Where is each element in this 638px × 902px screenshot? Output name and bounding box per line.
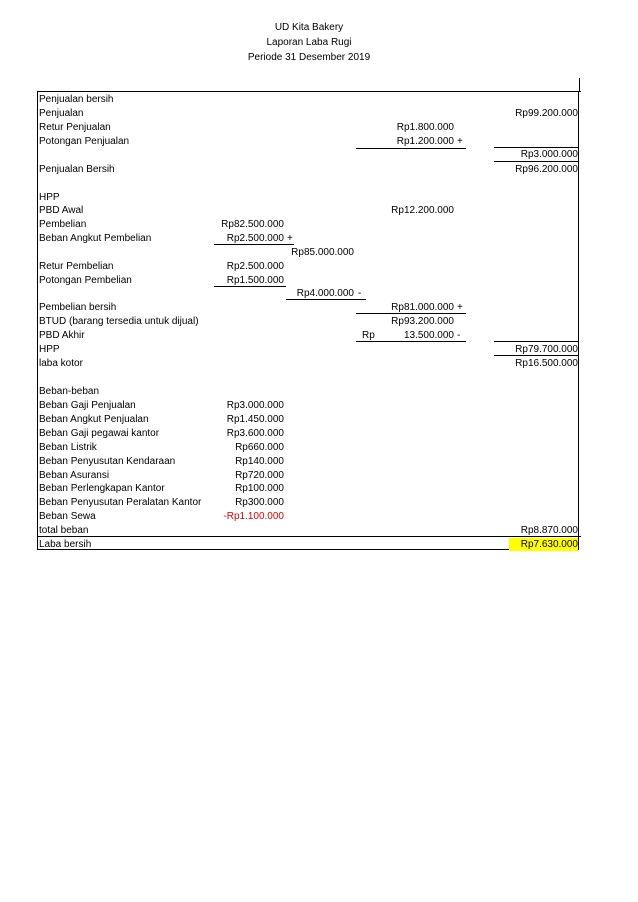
label-laba-bersih: Laba bersih <box>39 539 92 550</box>
value-subtotal-pembelian: Rp85.000.000 <box>291 247 354 258</box>
plus-sign: + <box>457 136 463 147</box>
minus-sign: - <box>457 330 461 341</box>
underline-jumlah-retur-potongan <box>286 299 366 300</box>
minus-sign: - <box>358 288 362 299</box>
label-hpp-heading: HPP <box>39 192 60 203</box>
label-retur-penjualan: Retur Penjualan <box>39 122 111 133</box>
label-beban-angkut-penjualan: Beban Angkut Penjualan <box>39 414 149 425</box>
value-pbd-akhir-currency: Rp <box>362 330 375 341</box>
label-beban-gaji-penjualan: Beban Gaji Penjualan <box>39 400 136 411</box>
underline-laba-kotor <box>494 355 579 356</box>
value-beban-perlengkapan: Rp100.000 <box>235 483 284 494</box>
label-potongan-pembelian: Potongan Pembelian <box>39 275 132 286</box>
label-beban-perlengkapan: Beban Perlengkapan Kantor <box>39 483 165 494</box>
label-beban-asuransi: Beban Asuransi <box>39 470 110 481</box>
underline-pbd-akhir <box>356 341 466 342</box>
label-total-beban: total beban <box>39 525 89 536</box>
value-jumlah-retur-potongan: Rp4.000.000 <box>296 288 354 299</box>
label-beban-sewa: Beban Sewa <box>39 511 96 522</box>
value-btud: Rp93.200.000 <box>391 316 454 327</box>
label-beban-gaji-pegawai: Beban Gaji pegawai kantor <box>39 428 160 439</box>
label-pbd-akhir: PBD Akhir <box>39 330 85 341</box>
value-beban-gaji-pegawai: Rp3.600.000 <box>226 428 284 439</box>
label-laba-kotor: laba kotor <box>39 358 83 369</box>
label-penjualan-bersih-heading: Penjualan bersih <box>39 94 114 105</box>
value-beban-listrik: Rp660.000 <box>235 442 284 453</box>
value-total-beban: Rp8.870.000 <box>520 525 578 536</box>
report-title: Laporan Laba Rugi <box>266 37 352 48</box>
company-name: UD Kita Bakery <box>274 22 344 33</box>
value-beban-angkut-penjualan: Rp1.450.000 <box>226 414 284 425</box>
label-beban-beban: Beban-beban <box>39 386 100 397</box>
label-beban-listrik: Beban Listrik <box>39 442 97 453</box>
value-laba-kotor: Rp16.500.000 <box>515 358 578 369</box>
underline-beban-angkut-pembelian <box>214 244 294 245</box>
value-beban-gaji-penjualan: Rp3.000.000 <box>226 400 284 411</box>
value-pbd-akhir: 13.500.000 <box>403 330 454 341</box>
value-pbd-awal: Rp12.200.000 <box>391 205 454 216</box>
label-pembelian: Pembelian <box>39 219 87 230</box>
value-retur-pembelian: Rp2.500.000 <box>226 261 284 272</box>
label-potongan-penjualan: Potongan Penjualan <box>39 136 130 147</box>
value-beban-angkut-pembelian: Rp2.500.000 <box>226 233 284 244</box>
value-potongan-pembelian: Rp1.500.000 <box>226 275 284 286</box>
label-pbd-awal: PBD Awal <box>39 205 84 216</box>
label-hpp: HPP <box>39 344 60 355</box>
label-beban-angkut-pembelian: Beban Angkut Pembelian <box>39 233 152 244</box>
value-pembelian: Rp82.500.000 <box>221 219 284 230</box>
value-hpp: Rp79.700.000 <box>515 344 578 355</box>
underline-hpp <box>494 341 579 342</box>
label-beban-penyusutan-peralatan: Beban Penyusutan Peralatan Kantor <box>39 497 202 508</box>
label-retur-pembelian: Retur Pembelian <box>39 261 114 272</box>
label-btud: BTUD (barang tersedia untuk dijual) <box>39 316 199 327</box>
value-potongan-penjualan: Rp1.200.000 <box>396 136 454 147</box>
label-beban-penyusutan-kendaraan: Beban Penyusutan Kendaraan <box>39 456 176 467</box>
underline-penjualan-bersih <box>494 161 579 162</box>
value-penjualan-bersih: Rp96.200.000 <box>515 164 578 175</box>
row-separator-laba-bersih <box>37 536 581 537</box>
label-penjualan: Penjualan <box>39 108 84 119</box>
label-pembelian-bersih: Pembelian bersih <box>39 302 117 313</box>
plus-sign: + <box>457 302 463 313</box>
value-beban-asuransi: Rp720.000 <box>235 470 284 481</box>
underline-potongan-pembelian <box>214 286 286 287</box>
value-pembelian-bersih: Rp81.000.000 <box>391 302 454 313</box>
label-penjualan-bersih: Penjualan Bersih <box>39 164 115 175</box>
value-beban-penyusutan-kendaraan: Rp140.000 <box>235 456 284 467</box>
frame-tick <box>579 78 580 92</box>
value-penjualan: Rp99.200.000 <box>515 108 578 119</box>
value-jumlah-pengurang: Rp3.000.000 <box>520 149 578 160</box>
value-laba-bersih: Rp7.630.000 <box>509 538 578 551</box>
underline-pembelian-bersih <box>356 313 466 314</box>
plus-sign: + <box>287 233 293 244</box>
value-beban-penyusutan-peralatan: Rp300.000 <box>235 497 284 508</box>
underline-potongan-penjualan <box>356 148 466 149</box>
value-retur-penjualan: Rp1.800.000 <box>396 122 454 133</box>
value-beban-sewa: -Rp1.100.000 <box>223 511 284 522</box>
report-period: Periode 31 Desember 2019 <box>247 52 371 63</box>
